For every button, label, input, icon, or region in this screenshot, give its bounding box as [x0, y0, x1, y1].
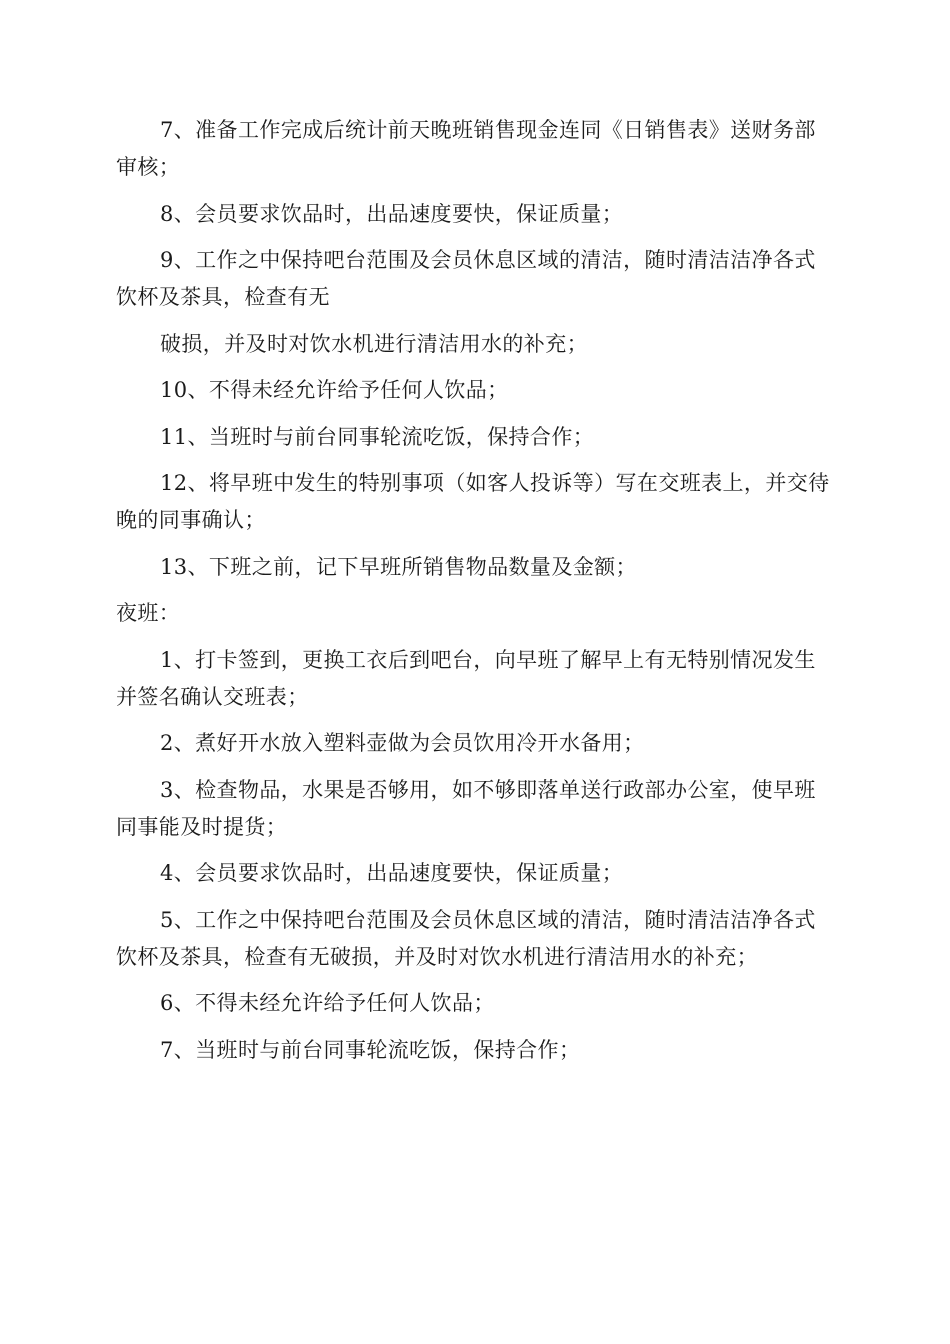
- paragraph-night-6: 6、不得未经允许给予任何人饮品；: [160, 991, 495, 1015]
- paragraph-morning-8: 8、会员要求饮品时，出品速度要快，保证质量；: [160, 201, 624, 226]
- paragraph-night-4: 4、会员要求饮品时，出品速度要快，保证质量；: [160, 861, 624, 885]
- paragraph-night-3: 3、检查物品，水果是否够用，如不够即落单送行政部办公室，使早班同事能及时提货；: [116, 777, 816, 839]
- paragraph-morning-7: 7、准备工作完成后统计前天晚班销售现金连同《日销售表》送财务部审核；: [116, 118, 816, 179]
- paragraph-morning-9: 9、工作之中保持吧台范围及会员休息区域的清洁，随时清洁洁净各式饮杯及茶具，检查有无: [116, 248, 816, 309]
- paragraph-night-1: 1、打卡签到，更换工衣后到吧台，向早班了解早上有无特别情况发生并签名确认交班表；: [116, 647, 816, 709]
- paragraph-morning-10: 10、不得未经允许给予任何人饮品；: [160, 378, 509, 402]
- section-heading-night-shift: 夜班：: [116, 601, 181, 625]
- paragraph-morning-9-continued: 破损，并及时对饮水机进行清洁用水的补充；: [160, 331, 588, 356]
- paragraph-morning-11: 11、当班时与前台同事轮流吃饭，保持合作；: [160, 424, 595, 449]
- paragraph-morning-12: 12、将早班中发生的特别事项（如客人投诉等）写在交班表上，并交待晚的同事确认；: [116, 471, 830, 532]
- paragraph-night-2: 2、煮好开水放入塑料壶做为会员饮用冷开水备用；: [160, 731, 645, 755]
- document-body: [116, 112, 836, 1078]
- paragraph-night-7: 7、当班时与前台同事轮流吃饭，保持合作；: [160, 1037, 581, 1062]
- paragraph-night-5: 5、工作之中保持吧台范围及会员休息区域的清洁，随时清洁洁净各式饮杯及茶具，检查有无破损，并及时对饮水机进行清洁用水的补充；: [116, 907, 816, 969]
- paragraph-morning-13: 13、下班之前，记下早班所销售物品数量及金额；: [160, 554, 637, 579]
